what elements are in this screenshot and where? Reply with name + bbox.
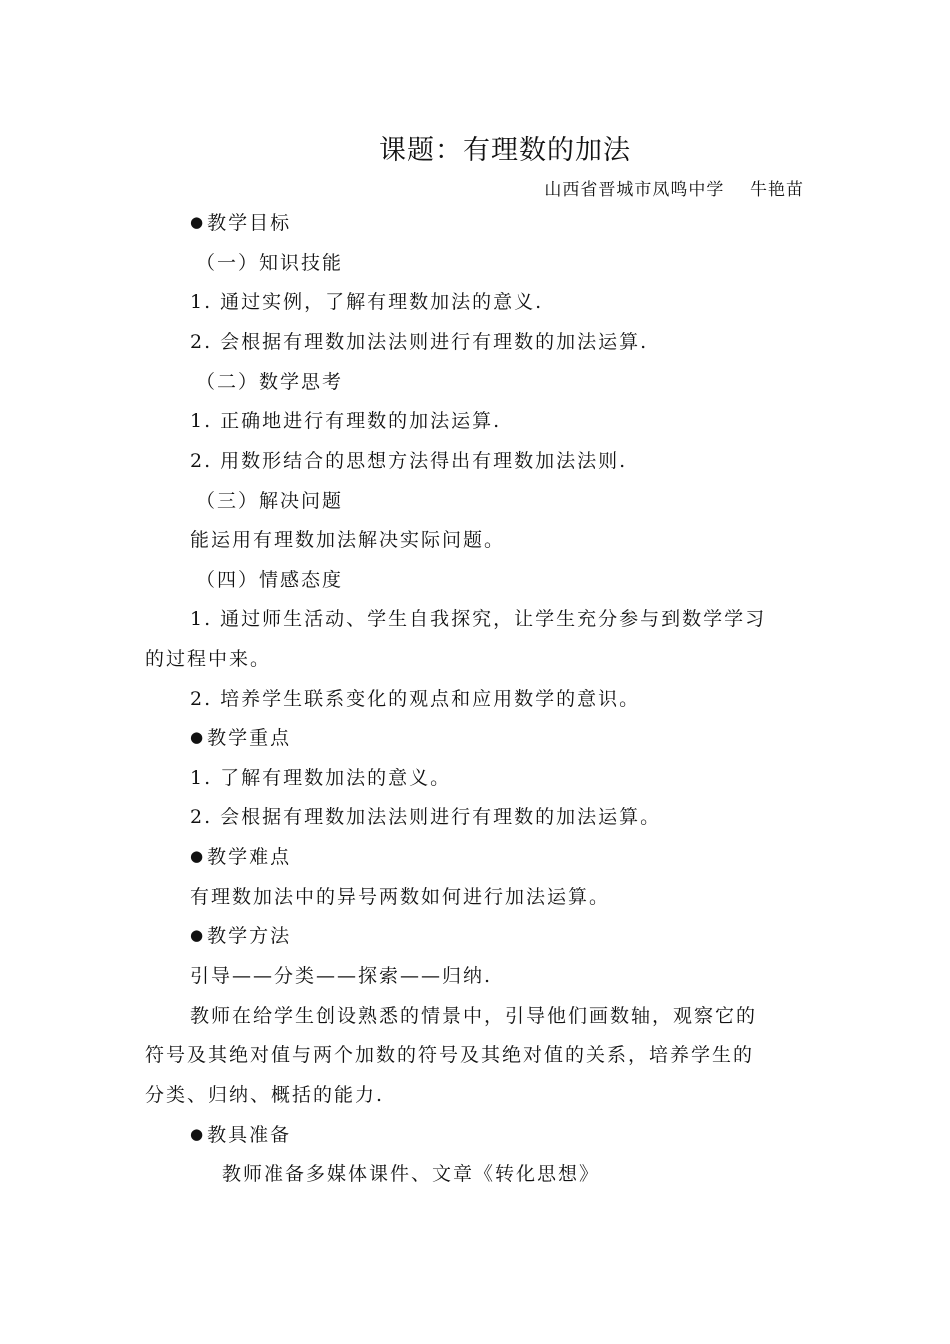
list-item: 2. 会根据有理数加法法则进行有理数的加法运算。 <box>190 806 662 828</box>
paragraph: 教师准备多媒体课件、文章《转化思想》 <box>222 1163 601 1185</box>
section-heading-methods: ● 教学方法 <box>190 927 291 946</box>
section-heading-materials: ● 教具准备 <box>190 1126 291 1145</box>
page-title: 课题：有理数的加法 <box>379 135 631 166</box>
subheading-math-thinking: （二）数学思考 <box>196 371 344 393</box>
paragraph: 引导——分类——探索——归纳. <box>190 965 493 987</box>
paragraph-continuation: 符号及其绝对值与两个加数的符号及其绝对值的关系，培养学生的 <box>145 1044 755 1066</box>
list-item: 1. 正确地进行有理数的加法运算. <box>190 410 502 432</box>
subheading-problem-solving: （三）解决问题 <box>196 490 344 512</box>
list-item: 2. 用数形结合的思想方法得出有理数加法法则. <box>190 450 628 472</box>
list-item: 1. 了解有理数加法的意义。 <box>190 767 452 789</box>
list-item: 2. 会根据有理数加法法则进行有理数的加法运算. <box>190 331 649 353</box>
section-heading-objectives: ● 教学目标 <box>190 214 291 233</box>
section-heading-key-points: ● 教学重点 <box>190 729 291 748</box>
section-heading-difficulties: ● 教学难点 <box>190 848 291 867</box>
list-item: 1. 通过师生活动、学生自我探究，让学生充分参与到数学学习 <box>190 608 767 630</box>
list-item-continuation: 的过程中来。 <box>145 648 272 670</box>
list-item: 2. 培养学生联系变化的观点和应用数学的意识。 <box>190 688 641 710</box>
paragraph-continuation: 分类、归纳、概括的能力. <box>145 1084 385 1106</box>
subheading-knowledge: （一）知识技能 <box>196 252 344 274</box>
author-line: 山西省晋城市凤鸣中学 牛艳苗 <box>544 180 804 200</box>
subheading-attitude: （四）情感态度 <box>196 569 344 591</box>
paragraph: 能运用有理数加法解决实际问题。 <box>190 529 506 551</box>
list-item: 1. 通过实例，了解有理数加法的意义. <box>190 291 544 313</box>
paragraph: 教师在给学生创设熟悉的情景中，引导他们画数轴，观察它的 <box>190 1005 758 1027</box>
paragraph: 有理数加法中的异号两数如何进行加法运算。 <box>190 886 611 908</box>
